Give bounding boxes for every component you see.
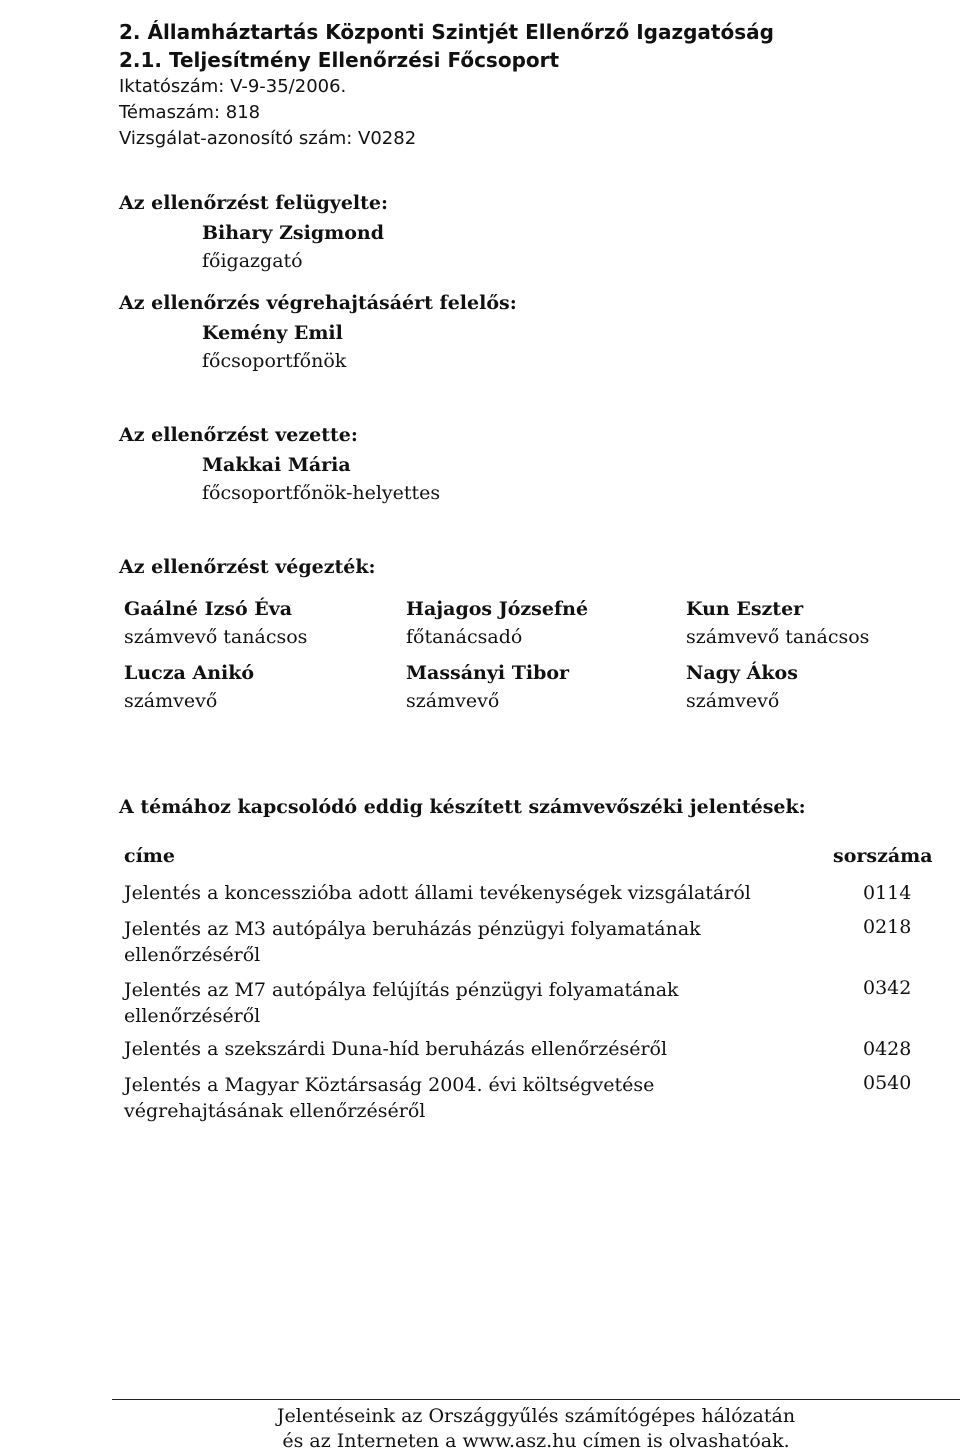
- auditor-role: számvevő: [406, 690, 500, 712]
- responsible-role: főcsoportfőnök: [202, 350, 347, 372]
- topic-number: Témaszám: 818: [119, 102, 261, 123]
- footer-line-2: és az Interneten a www.asz.hu címen is olvashatóak.: [282, 1430, 790, 1452]
- auditor-name: Hajagos Józsefné: [406, 598, 589, 620]
- report-title: Jelentés a Magyar Köztársaság 2004. évi költségvetése végrehajtásának ellenőrzéséről: [124, 1074, 655, 1122]
- responsible-label: Az ellenőrzés végrehajtásáért felelős:: [119, 292, 517, 314]
- performed-label: Az ellenőrzést végezték:: [119, 556, 376, 578]
- led-label: Az ellenőrzést vezette:: [119, 424, 358, 446]
- auditor-role: főtanácsadó: [406, 626, 523, 648]
- auditor-role: számvevő tanácsos: [124, 626, 308, 648]
- auditor-name: Lucza Anikó: [124, 662, 255, 684]
- report-number: 0428: [863, 1038, 912, 1060]
- auditor-role: számvevő: [124, 690, 218, 712]
- audit-id: Vizsgálat-azonosító szám: V0282: [119, 128, 417, 149]
- auditor-role: számvevő: [686, 690, 780, 712]
- org-title: 2. Államháztartás Központi Szintjét Ellenőrző Igazgatóság: [119, 20, 774, 44]
- report-title: Jelentés az M3 autópálya beruházás pénzügyi folyamatának ellenőrzéséről: [124, 918, 701, 966]
- col-title-header: címe: [124, 845, 175, 867]
- group-title: 2.1. Teljesítmény Ellenőrzési Főcsoport: [119, 48, 560, 72]
- supervised-label: Az ellenőrzést felügyelte:: [119, 192, 389, 214]
- report-number: 0114: [863, 882, 912, 904]
- auditor-role: számvevő tanácsos: [686, 626, 870, 648]
- footer-line-1: Jelentéseink az Országgyűlés számítógépes hálózatán: [276, 1405, 796, 1427]
- supervisor-role: főigazgató: [202, 250, 303, 272]
- supervisor-name: Bihary Zsigmond: [202, 222, 385, 244]
- auditor-name: Gaálné Izsó Éva: [124, 598, 293, 620]
- auditor-name: Kun Eszter: [686, 598, 804, 620]
- report-title: Jelentés a koncesszióba adott állami tevékenységek vizsgálatáról: [124, 882, 751, 904]
- footer-divider: [112, 1399, 960, 1400]
- report-title: Jelentés az M7 autópálya felújítás pénzügyi folyamatának ellenőrzéséről: [124, 979, 679, 1027]
- responsible-name: Kemény Emil: [202, 322, 343, 344]
- file-number: Iktatószám: V-9-35/2006.: [119, 76, 347, 97]
- leader-name: Makkai Mária: [202, 454, 351, 476]
- col-number-header: sorszáma: [833, 845, 933, 867]
- leader-role: főcsoportfőnök-helyettes: [202, 482, 441, 504]
- report-number: 0342: [863, 977, 912, 999]
- reports-heading: A témához kapcsolódó eddig készített számvevőszéki jelentések:: [119, 796, 806, 818]
- report-number: 0540: [863, 1072, 912, 1094]
- auditor-name: Massányi Tibor: [406, 662, 570, 684]
- report-title: Jelentés a szekszárdi Duna-híd beruházás ellenőrzéséről: [124, 1038, 668, 1060]
- report-number: 0218: [863, 916, 912, 938]
- auditor-name: Nagy Ákos: [686, 662, 798, 684]
